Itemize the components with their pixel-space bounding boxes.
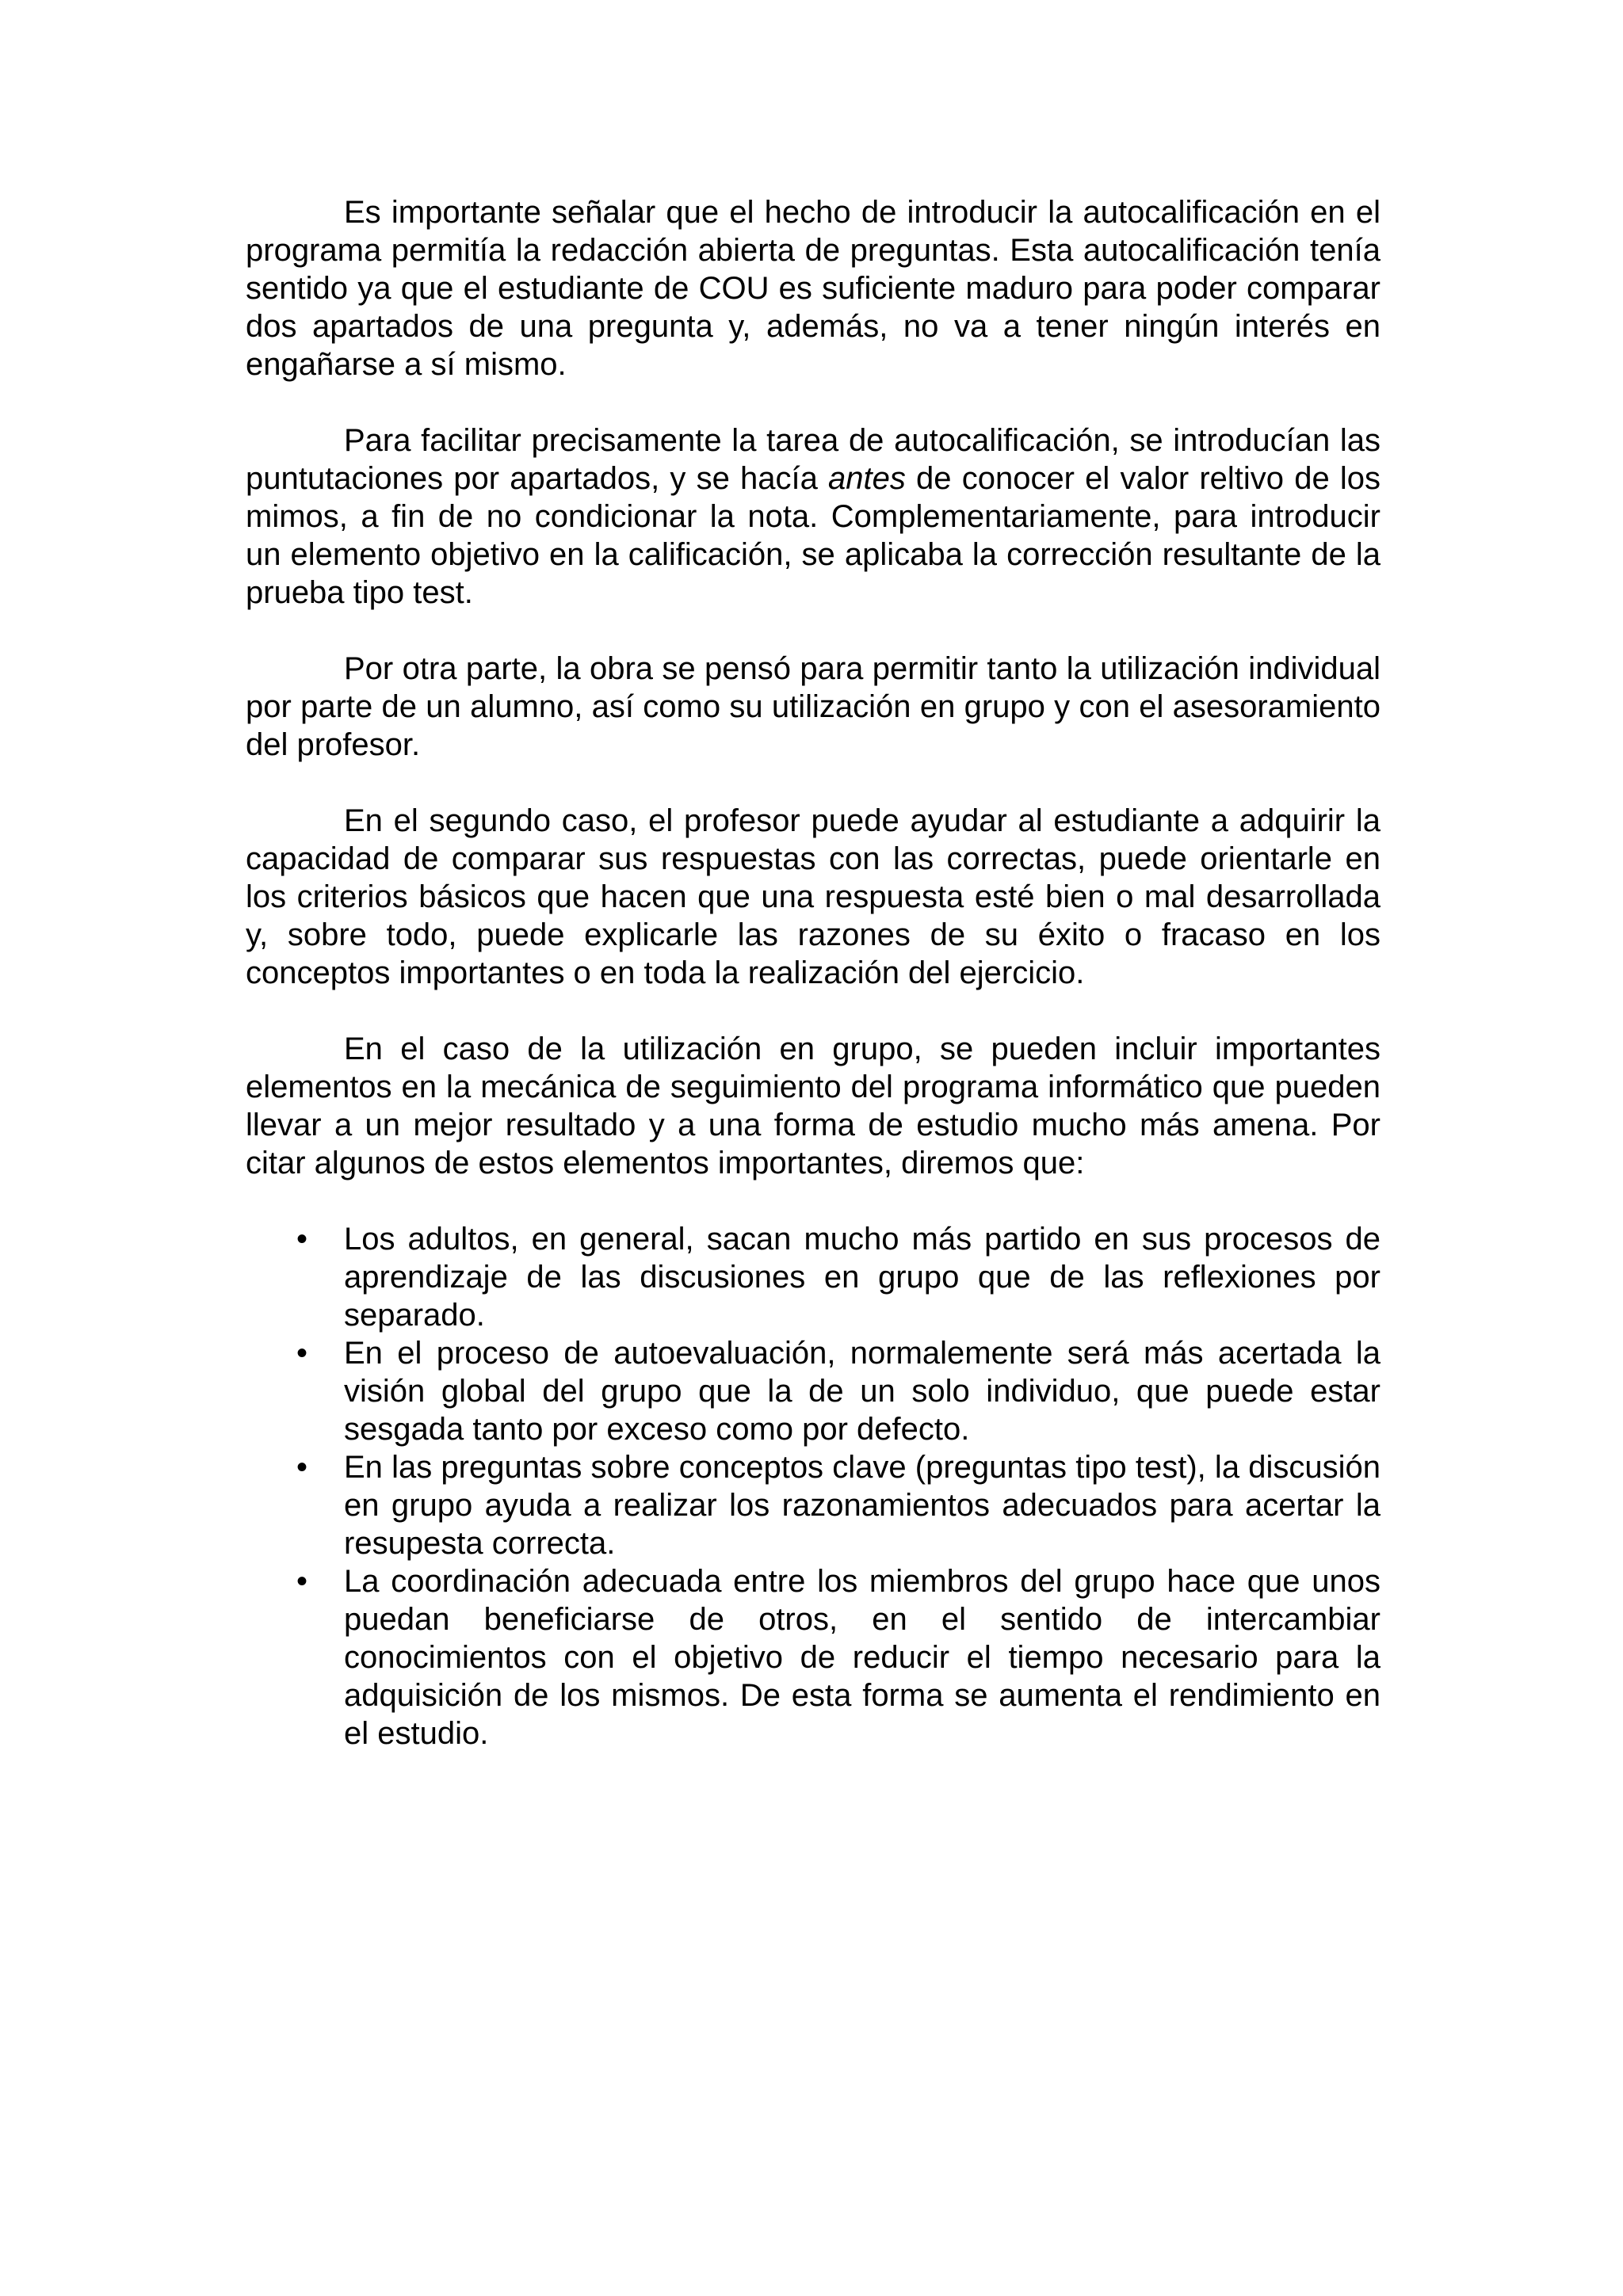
paragraph-puntuaciones	[246, 421, 1381, 612]
bullet-text: En el proceso de autoevaluación, normalemente será más acertada la visión global del grupo que la de un solo individuo, que puede estar sesgada tanto por exceso como por defecto.	[344, 1336, 1381, 1447]
emphasis-antes: antes	[828, 461, 906, 496]
paragraph-segundo-caso: En el segundo caso, el profesor puede ayudar al estudiante a adquirir la capacidad de comparar sus respuestas con las correctas, puede orientarle en los criterios básicos que hacen que una respuesta esté bien o mal desarrollada y, sobre todo, puede explicarle las razones de su éxito o fracaso en los conceptos importantes o en toda la realización del ejercicio.	[246, 803, 1381, 990]
bullet-text: En las preguntas sobre conceptos clave (preguntas tipo test), la discusión en grupo ayuda a realizar los razonamientos adecuados para acertar la resupesta correcta.	[344, 1450, 1381, 1561]
paragraph-utilizacion: Por otra parte, la obra se pensó para permitir tanto la utilización individual por parte de un alumno, así como su utilización en grupo y con el asesoramiento del profesor.	[246, 651, 1381, 762]
paragraph-utilizacion-grupo: En el caso de la utilización en grupo, se pueden incluir importantes elementos en la mecánica de seguimiento del programa informático que pueden llevar a un mejor resultado y a una forma de estudio mucho más amena. Por citar algunos de estos elementos importantes, diremos que:	[246, 1032, 1381, 1180]
paragraph-autocalificacion: Es importante señalar que el hecho de introducir la autocalificación en el programa permitía la redacción abierta de preguntas. Esta autocalificación tenía sentido ya que el estudiante de COU es suficiente maduro para poder comparar dos apartados de una pregunta y, además, no va a tener ningún interés en engañarse a sí mismo.	[246, 195, 1381, 382]
bullet-item-autoevaluacion	[246, 1334, 1381, 1448]
bullet-text: Los adultos, en general, sacan mucho más partido en sus procesos de aprendizaje de las discusiones en grupo que de las reflexiones por separado.	[344, 1222, 1381, 1333]
bullet-item-adultos	[246, 1220, 1381, 1334]
bullet-item-coordinacion	[246, 1562, 1381, 1753]
bullet-icon: •	[296, 1564, 308, 1599]
bullet-icon: •	[296, 1222, 308, 1257]
bullet-item-conceptos-clave	[246, 1448, 1381, 1562]
bullet-icon: •	[296, 1450, 308, 1485]
bullet-text: La coordinación adecuada entre los miembros del grupo hace que unos puedan beneficiarse de otros, en el sentido de intercambiar conocimientos con el objetivo de reducir el tiempo necesario para la adquisición de los mismos. De esta forma se aumenta el rendimiento en el estudio.	[344, 1564, 1381, 1751]
document-body	[246, 193, 1381, 1753]
bullet-icon: •	[296, 1336, 308, 1371]
paragraph-puntuaciones-text-after: de conocer el valor reltivo de los mimos, a fin de no condicionar la nota. Complementariamente, para introducir un elemento objetivo en la calificación, se aplicaba la corrección resultante de la prueba tipo test.	[246, 461, 1381, 610]
paragraph-puntuaciones-text-before: Para facilitar precisamente la tarea de autocalificación, se introducían las puntutaciones por apartados, y se hacía	[246, 423, 1381, 496]
bullet-list	[246, 1220, 1381, 1753]
